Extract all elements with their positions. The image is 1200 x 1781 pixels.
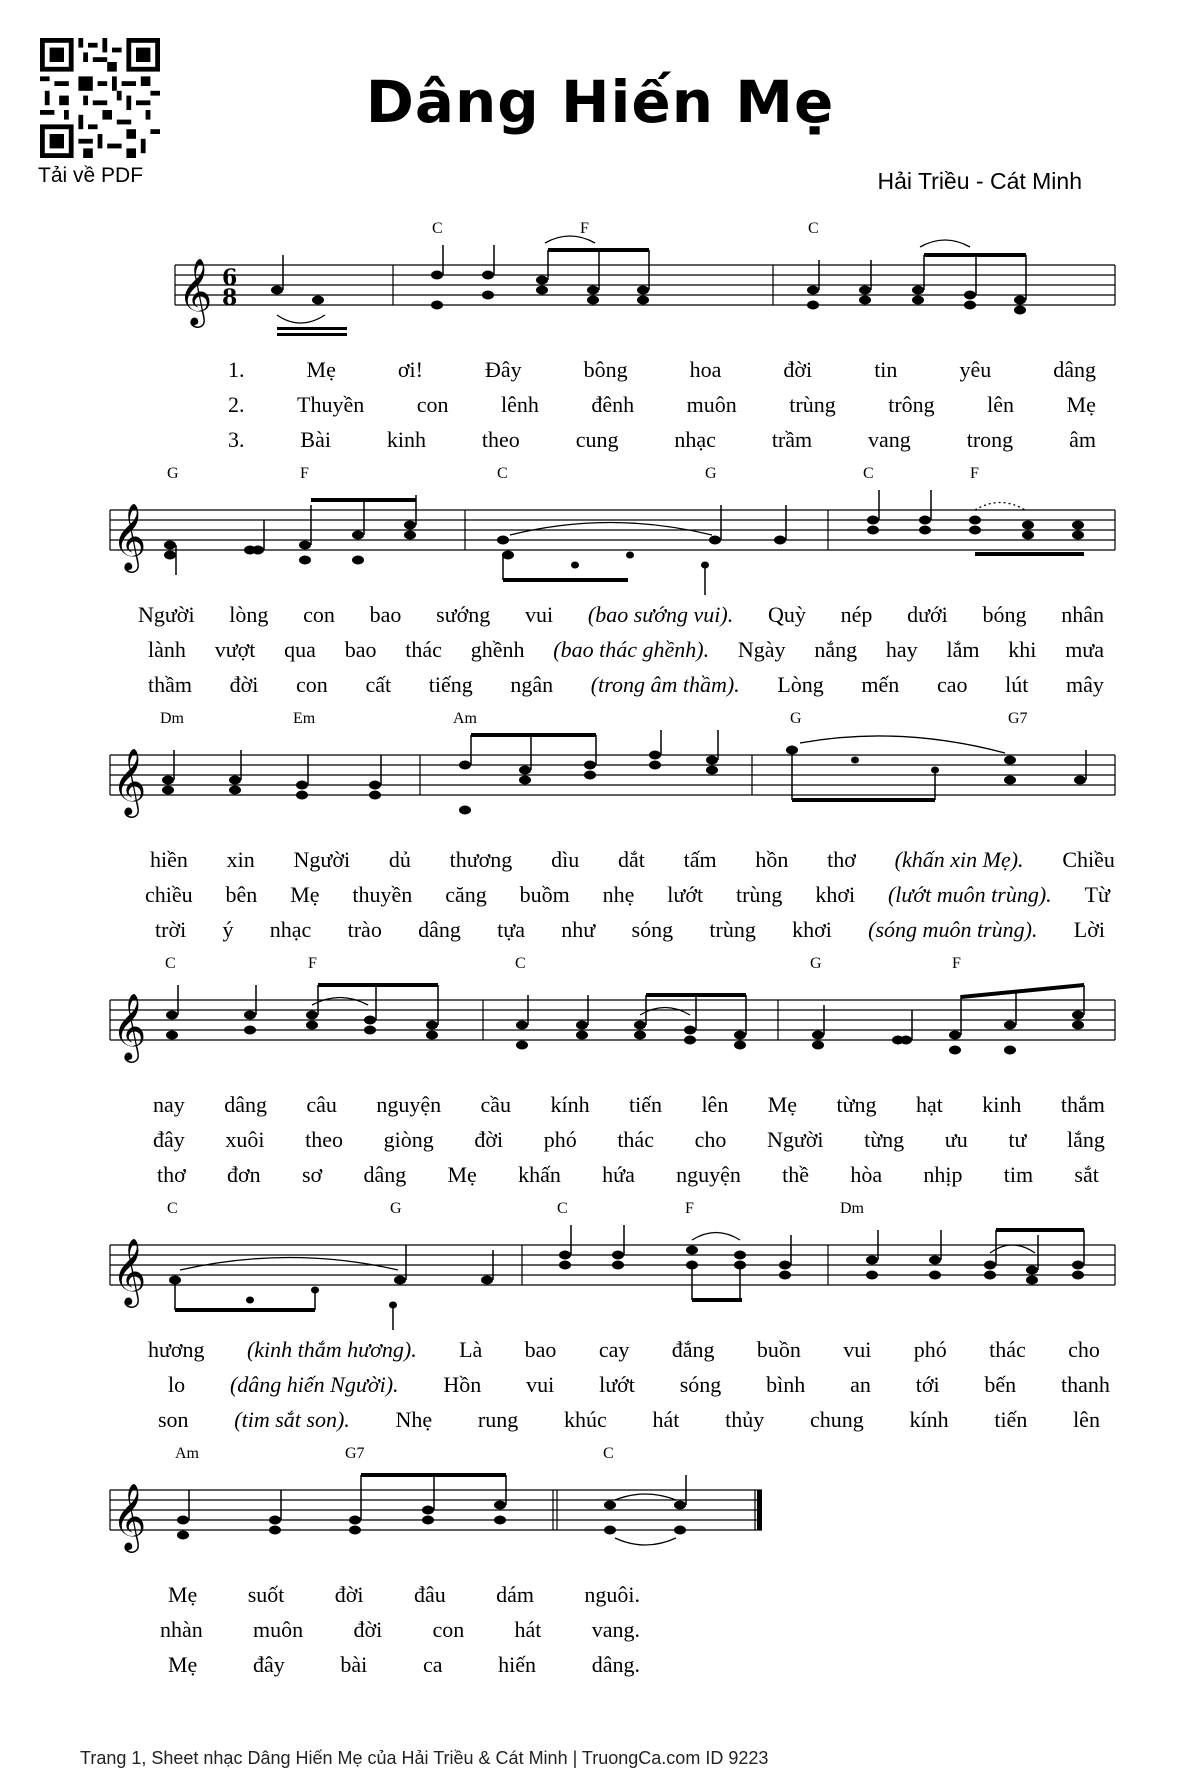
chord-label: C: [557, 1200, 568, 1217]
lyric-word: tim: [1003, 1162, 1034, 1187]
lyric-word: bên: [225, 882, 258, 907]
chord-label: F: [952, 955, 961, 972]
lyric-word: cất: [365, 672, 392, 697]
lyric-word: 2.: [228, 392, 245, 417]
lyric-word: đênh: [591, 392, 635, 417]
verse-2-lyrics: [160, 1617, 640, 1647]
lyric-word: từng: [836, 1092, 877, 1117]
lyric-word: Hồn: [443, 1372, 482, 1397]
lyric-word: đâu: [413, 1582, 446, 1607]
lyric-word: nguyện: [376, 1092, 442, 1117]
lyric-word: lướt: [599, 1372, 635, 1397]
lyric-word: đời: [353, 1617, 383, 1642]
lyric-word: ca: [422, 1652, 443, 1677]
lyric-word: như: [561, 917, 596, 942]
lyric-word: rung: [477, 1407, 519, 1432]
chord-label: F: [300, 465, 309, 482]
lyric-word: Lòng: [777, 672, 824, 697]
lyric-word: suốt: [247, 1582, 285, 1607]
lyric-word: nắng: [814, 637, 858, 662]
lyric-word: Bài: [300, 427, 331, 452]
lyric-word: khơi: [792, 917, 832, 942]
lyric-word: Mẹ: [290, 882, 320, 907]
lyric-word: nhịp: [923, 1162, 963, 1187]
lyric-word: trào: [347, 917, 382, 942]
lyric-word: buồm: [519, 882, 570, 907]
lyric-word: hạt: [915, 1092, 943, 1117]
staff-1: [0, 220, 1200, 355]
lyric-word: theo: [305, 1127, 343, 1152]
lyric-word: nhân: [1061, 602, 1104, 627]
lyric-word: Thuyền: [297, 392, 365, 417]
lyric-word: vui: [843, 1337, 872, 1362]
lyric-word: con: [303, 602, 335, 627]
lyric-word: qua: [284, 637, 316, 662]
chord-label: F: [685, 1200, 694, 1217]
lyric-word: cay: [598, 1337, 630, 1362]
lyric-word: tới: [915, 1372, 940, 1397]
lyric-word: âm: [1069, 427, 1096, 452]
verse-1-lyrics: [168, 1582, 640, 1612]
lyric-word: khơi: [815, 882, 856, 907]
lyric-word: tiếng: [428, 672, 473, 697]
lyric-word: đời: [783, 357, 813, 382]
lyric-word: hiến: [498, 1652, 537, 1677]
lyric-word: 3.: [228, 427, 245, 452]
chord-label: C: [167, 1200, 178, 1217]
lyric-word: trời: [155, 917, 187, 942]
lyric-word: kinh: [982, 1092, 1022, 1117]
verse-2-lyrics: [145, 882, 1110, 912]
lyric-word: trùng: [789, 392, 836, 417]
lyric-word: Đây: [484, 357, 522, 382]
verse-3-lyrics: [148, 672, 1104, 702]
music-system-2: [0, 465, 1200, 705]
treble-clef-icon: 𝄞: [112, 1237, 147, 1305]
lyric-word: chiều: [145, 882, 193, 907]
lyric-word: đây: [252, 1652, 285, 1677]
staff-5: [0, 1200, 1200, 1335]
lyric-word: nguyện: [676, 1162, 741, 1187]
lyric-word: trông: [888, 392, 935, 417]
lyric-word: thác: [989, 1337, 1026, 1362]
lyric-word: tựa: [497, 917, 525, 942]
lyric-word: Mẹ: [1066, 392, 1096, 417]
chord-label: F: [970, 465, 979, 482]
lyric-word: nhạc: [269, 917, 312, 942]
lyric-word: căng: [445, 882, 487, 907]
lyric-word: Quỳ: [767, 602, 806, 627]
lyric-word: dâng.: [591, 1652, 640, 1677]
lyric-word: thuyền: [352, 882, 413, 907]
chord-label: G: [790, 710, 802, 727]
lyric-word: lên: [1073, 1407, 1100, 1432]
treble-clef-icon: 𝄞: [112, 1482, 147, 1550]
lyric-word: Là: [459, 1337, 483, 1362]
chord-label: C: [165, 955, 176, 972]
lyric-word: bình: [766, 1372, 806, 1397]
lyric-word: theo: [481, 427, 520, 452]
lyric-word: hay: [885, 637, 918, 662]
chord-label: F: [580, 220, 589, 237]
lyric-word: Ngày: [737, 637, 786, 662]
lyric-word: nguôi.: [584, 1582, 640, 1607]
lyric-word: vượt: [214, 637, 256, 662]
page-footer: Trang 1, Sheet nhạc Dâng Hiến Mẹ của Hải Triều & Cát Minh | TruongCa.com ID 9223: [80, 1748, 769, 1768]
lyric-word: trầm: [771, 427, 813, 452]
lyric-word: chung: [809, 1407, 864, 1432]
lyric-word: cho: [694, 1127, 727, 1152]
lyric-word: trong: [966, 427, 1014, 452]
lyric-word: đây: [153, 1127, 185, 1152]
verse-1-lyrics: [150, 847, 1115, 877]
music-system-6: [0, 1445, 1200, 1685]
lyric-word: phó: [913, 1337, 947, 1362]
lyric-word: (tim sắt son).: [234, 1407, 350, 1432]
lyric-word: kính: [909, 1407, 949, 1432]
lyric-word: xin: [226, 847, 255, 872]
lyric-word: đắng: [671, 1337, 715, 1362]
lyric-word: Mẹ: [168, 1652, 198, 1677]
download-pdf-link[interactable]: Tải về PDF: [38, 164, 144, 187]
verse-1-lyrics: [228, 357, 1096, 387]
lyric-word: vang: [868, 427, 911, 452]
lyric-word: nhạc: [674, 427, 716, 452]
staff-3: [0, 710, 1200, 845]
lyric-word: cung: [575, 427, 619, 452]
lyric-word: hòa: [850, 1162, 883, 1187]
lyric-word: dưới: [907, 602, 948, 627]
verse-3-lyrics: [158, 1407, 1100, 1437]
lyric-word: lướt: [667, 882, 704, 907]
time-sig-top: 6: [222, 265, 238, 291]
lyric-word: tin: [874, 357, 898, 382]
lyric-word: đơn: [227, 1162, 261, 1187]
lyric-word: mây: [1066, 672, 1104, 697]
lyric-word: ý: [222, 917, 234, 942]
chord-label: C: [808, 220, 819, 237]
lyric-word: thề: [782, 1162, 810, 1187]
chord-label: Am: [175, 1445, 199, 1462]
lyric-word: buồn: [756, 1337, 801, 1362]
verse-1-lyrics: [138, 602, 1104, 632]
lyric-word: Từ: [1084, 882, 1110, 907]
lyric-word: sơ: [301, 1162, 323, 1187]
chord-label: C: [497, 465, 508, 482]
lyric-word: lo: [168, 1372, 186, 1397]
lyric-word: yêu: [959, 357, 992, 382]
lyric-word: sướng: [436, 602, 491, 627]
lyric-word: hát: [652, 1407, 680, 1432]
lyric-word: câu: [306, 1092, 337, 1117]
lyric-word: (bao thác ghềnh).: [553, 637, 710, 662]
lyric-word: nay: [153, 1092, 185, 1117]
lyric-word: phó: [543, 1127, 577, 1152]
lyric-word: con: [416, 392, 449, 417]
chord-label: G7: [1008, 710, 1028, 727]
verse-1-lyrics: [153, 1092, 1105, 1122]
lyric-word: thắm: [1060, 1092, 1105, 1117]
lyric-word: dủ: [388, 847, 411, 872]
chord-label: F: [308, 955, 317, 972]
lyric-word: hiền: [150, 847, 188, 872]
composer-credit: Hải Triều - Cát Minh: [877, 168, 1082, 194]
lyric-word: mưa: [1065, 637, 1104, 662]
lyric-word: lắng: [1066, 1127, 1105, 1152]
treble-clef-icon: 𝄞: [112, 992, 147, 1060]
lyric-word: Mẹ: [168, 1582, 198, 1607]
lyric-word: thương: [449, 847, 513, 872]
lyric-word: từng: [864, 1127, 905, 1152]
lyric-word: bài: [340, 1652, 368, 1677]
lyric-word: vui: [525, 602, 554, 627]
lyric-word: khi: [1008, 637, 1037, 662]
lyric-word: ơi!: [397, 357, 423, 382]
lyric-word: Mẹ: [447, 1162, 477, 1187]
verse-2-lyrics: [168, 1372, 1110, 1402]
staff-2: [0, 465, 1200, 610]
lyric-word: hoa: [689, 357, 722, 382]
lyric-word: dâng: [224, 1092, 267, 1117]
lyric-word: ưu: [944, 1127, 968, 1152]
lyric-word: thác: [405, 637, 442, 662]
lyric-word: muôn: [686, 392, 737, 417]
lyric-word: giòng: [383, 1127, 434, 1152]
lyric-word: 1.: [228, 357, 245, 382]
lyric-word: đời: [474, 1127, 504, 1152]
lyric-word: con: [432, 1617, 465, 1642]
lyric-word: tiến: [994, 1407, 1028, 1432]
lyric-word: sóng: [679, 1372, 722, 1397]
lyric-word: nép: [840, 602, 873, 627]
lyric-word: bến: [984, 1372, 1017, 1397]
lyric-word: lành: [148, 637, 186, 662]
lyric-word: sóng: [631, 917, 674, 942]
lyric-word: Nhẹ: [395, 1407, 433, 1432]
lyric-word: khúc: [563, 1407, 607, 1432]
lyric-word: (dâng hiến Người).: [229, 1372, 399, 1397]
lyric-word: thủy: [725, 1407, 765, 1432]
lyric-word: kinh: [386, 427, 426, 452]
verse-2-lyrics: [153, 1127, 1105, 1157]
lyric-word: thác: [617, 1127, 654, 1152]
lyric-word: bông: [583, 357, 628, 382]
chord-label: G: [167, 465, 179, 482]
music-system-1: [0, 220, 1200, 455]
lyric-word: hương: [148, 1337, 205, 1362]
lyric-word: tư: [1008, 1127, 1027, 1152]
lyric-word: hứa: [602, 1162, 635, 1187]
lyric-word: trùng: [735, 882, 783, 907]
lyric-word: xuôi: [225, 1127, 265, 1152]
lyric-word: bao: [524, 1337, 557, 1362]
lyric-word: tiến: [629, 1092, 663, 1117]
lyric-word: bao: [344, 637, 377, 662]
lyric-word: lênh: [500, 392, 539, 417]
music-system-3: [0, 710, 1200, 950]
lyric-word: Người: [138, 602, 195, 627]
verse-2-lyrics: [228, 392, 1096, 422]
staff-4: [0, 955, 1200, 1090]
chord-label: Dm: [160, 710, 184, 727]
lyric-word: bóng: [982, 602, 1027, 627]
chord-label: Am: [453, 710, 477, 727]
verse-3-lyrics: [168, 1652, 640, 1682]
lyric-word: (kinh thắm hương).: [246, 1337, 417, 1362]
music-system-5: [0, 1200, 1200, 1440]
lyric-word: (trong âm thầm).: [590, 672, 740, 697]
lyric-word: thơ: [827, 847, 856, 872]
lyric-word: dâng: [363, 1162, 407, 1187]
lyric-word: dìu: [551, 847, 580, 872]
lyric-word: dâng: [1053, 357, 1096, 382]
time-sig-bottom: 8: [222, 285, 238, 311]
lyric-word: an: [850, 1372, 871, 1397]
lyric-word: trùng: [709, 917, 756, 942]
lyric-word: dâng: [418, 917, 461, 942]
lyric-word: đời: [229, 672, 259, 697]
lyric-word: mến: [861, 672, 900, 697]
music-system-4: [0, 955, 1200, 1195]
lyric-word: (bao sướng vui).: [587, 602, 734, 627]
verse-2-lyrics: [148, 637, 1104, 667]
staff-6: [0, 1445, 1200, 1580]
lyric-word: thơ: [157, 1162, 186, 1187]
lyric-word: kính: [550, 1092, 590, 1117]
treble-clef-icon: 𝄞: [112, 502, 147, 570]
chord-label: Em: [293, 710, 316, 727]
verse-3-lyrics: [157, 1162, 1099, 1192]
lyric-word: Lời: [1073, 917, 1105, 942]
chord-label: Dm: [840, 1200, 864, 1217]
lyric-word: lên: [987, 392, 1015, 417]
treble-clef-icon: 𝄞: [112, 747, 147, 815]
chord-label: G7: [345, 1445, 365, 1462]
lyric-word: khấn: [518, 1162, 561, 1187]
lyric-word: vang.: [591, 1617, 640, 1642]
lyric-word: Người: [293, 847, 351, 872]
lyric-word: thầm: [148, 672, 192, 697]
lyric-word: lên: [701, 1092, 729, 1117]
lyric-word: nhàn: [160, 1617, 203, 1642]
lyric-word: ngân: [510, 672, 554, 697]
lyric-word: muôn: [253, 1617, 304, 1642]
lyric-word: son: [158, 1407, 189, 1432]
lyric-word: Chiều: [1062, 847, 1115, 872]
lyric-word: con: [296, 672, 328, 697]
lyric-word: dám: [496, 1582, 534, 1607]
lyric-word: tấm: [683, 847, 717, 872]
lyric-word: vui: [526, 1372, 555, 1397]
song-title: Dâng Hiến Mẹ: [365, 68, 835, 136]
lyric-word: thanh: [1061, 1372, 1110, 1397]
lyric-word: cho: [1068, 1337, 1100, 1362]
lyric-word: (khấn xin Mẹ).: [894, 847, 1024, 872]
lyric-word: ghềnh: [470, 637, 525, 662]
lyric-word: dắt: [617, 847, 645, 872]
chord-label: G: [705, 465, 717, 482]
lyric-word: cầu: [480, 1092, 512, 1117]
lyric-word: lút: [1005, 672, 1029, 697]
chord-label: C: [603, 1445, 614, 1462]
chord-label: G: [390, 1200, 402, 1217]
lyric-word: hát: [514, 1617, 542, 1642]
chord-label: C: [432, 220, 443, 237]
lyric-word: đời: [334, 1582, 364, 1607]
lyric-word: Người: [766, 1127, 824, 1152]
lyric-word: (sóng muôn trùng).: [868, 917, 1038, 942]
lyric-word: Mẹ: [306, 357, 336, 382]
lyric-word: Mẹ: [767, 1092, 798, 1117]
lyric-word: lòng: [229, 602, 269, 627]
verse-3-lyrics: [155, 917, 1105, 947]
lyric-word: nhẹ: [602, 882, 635, 907]
lyric-word: bao: [369, 602, 402, 627]
chord-label: C: [515, 955, 526, 972]
treble-clef-icon: 𝄞: [178, 257, 213, 325]
lyric-word: lắm: [946, 637, 980, 662]
verse-1-lyrics: [148, 1337, 1100, 1367]
lyric-word: (lướt muôn trùng).: [887, 882, 1052, 907]
lyric-word: cao: [936, 672, 968, 697]
lyric-word: hồn: [755, 847, 789, 872]
lyric-word: sắt: [1074, 1162, 1099, 1187]
chord-label: C: [863, 465, 874, 482]
chord-label: G: [810, 955, 822, 972]
verse-3-lyrics: [228, 427, 1096, 457]
